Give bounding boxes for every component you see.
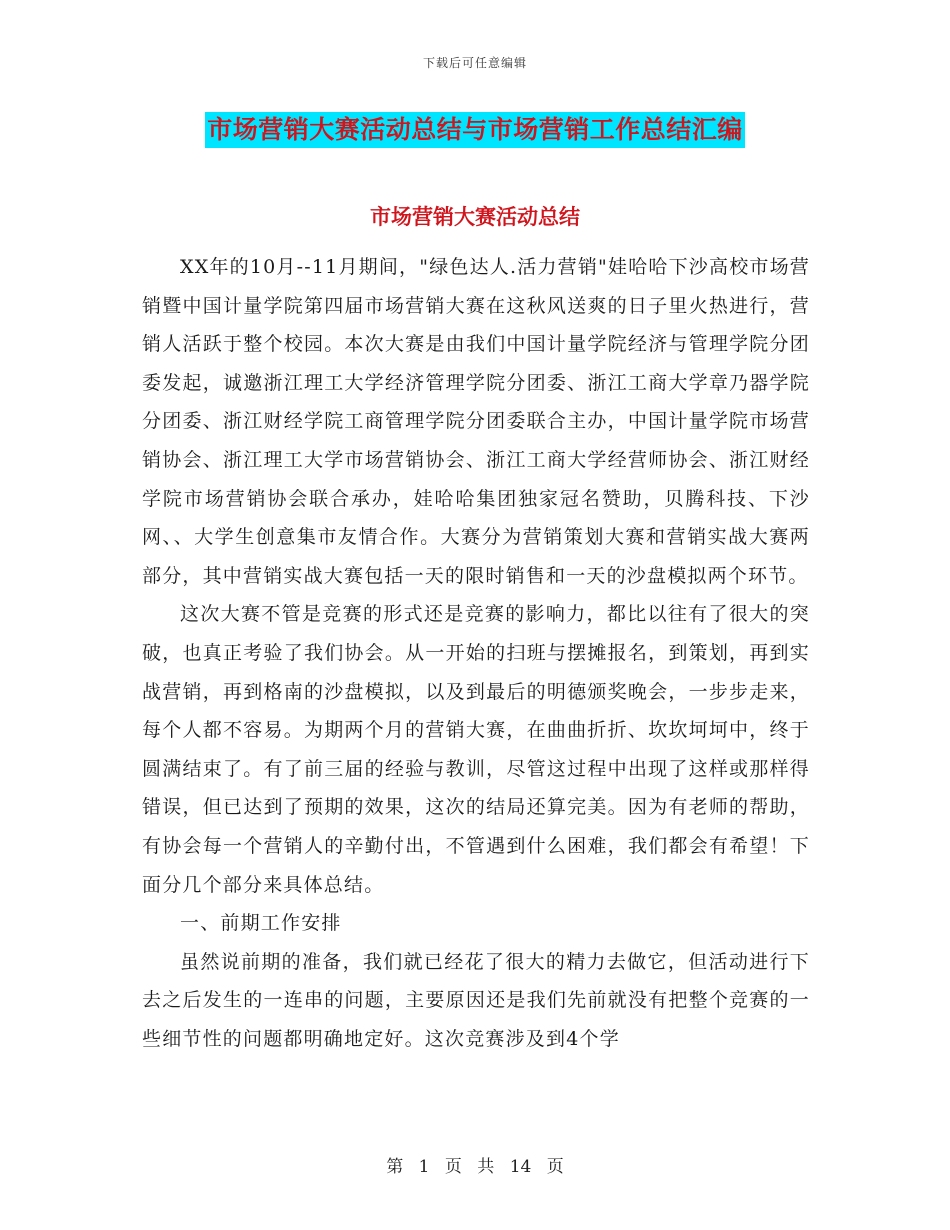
- document-body: [142, 248, 810, 1058]
- subheading: 一、前期工作安排: [180, 912, 342, 935]
- paragraph: 虽然说前期的准备，我们就已经花了很大的精力去做它，但活动进行下去之后发生的一连串的问题，主要原因还是我们先前就没有把整个竞赛的一些细节性的问题都明确地定好。这次竞赛涉及到4个学: [142, 950, 810, 1050]
- total-label: 共: [477, 1157, 495, 1177]
- page-footer: [0, 1152, 950, 1177]
- page-label: 第: [386, 1157, 404, 1177]
- page-unit: 页: [444, 1157, 462, 1177]
- paragraph: XX年的10月--11月期间，"绿色达人.活力营销"娃哈哈下沙高校市场营销暨中国计量学院第四届市场营销大赛在这秋风送爽的日子里火热进行，营销人活跃于整个校园。本次大赛是由我们中国计量学院经济与管理学院分团委发起，诚邀浙江理工大学经济管理学院分团委、浙江工商大学章乃器学院分团委、浙江财经学院工商管理学院分团委联合主办，中国计量学院市场营销协会、浙江理工大学市场营销协会、浙江工商大学经营师协会、浙江财经学院市场营销协会联合承办，娃哈哈集团独家冠名赞助，贝腾科技、下沙网、、大学生创意集市友情合作。大赛分为营销策划大赛和营销实战大赛两部分，其中营销实战大赛包括一天的限时销售和一天的沙盘模拟两个环节。: [142, 256, 810, 587]
- paragraph: 这次大赛不管是竞赛的形式还是竞赛的影响力，都比以往有了很大的突破，也真正考验了我们协会。从一开始的扫班与摆摊报名，到策划，再到实战营销，再到格南的沙盘模拟，以及到最后的明德颁奖晚会，一步步走来，每个人都不容易。为期两个月的营销大赛，在曲曲折折、坎坎坷坷中，终于圆满结束了。有了前三届的经验与教训，尽管这过程中出现了这样或那样得错误，但已达到了预期的效果，这次的结局还算完美。因为有老师的帮助，有协会每一个营销人的辛勤付出，不管遇到什么困难，我们都会有希望！下面分几个部分来具体总结。: [142, 603, 810, 896]
- document-title-container: [0, 112, 950, 148]
- page-number: 1: [418, 1157, 430, 1177]
- header-note: 下载后可任意编辑: [422, 56, 527, 70]
- document-title: 市场营销大赛活动总结与市场营销工作总结汇编: [205, 112, 745, 148]
- total-unit: 页: [546, 1157, 564, 1177]
- total-pages: 14: [509, 1157, 532, 1177]
- section-title: 市场营销大赛活动总结: [370, 204, 580, 229]
